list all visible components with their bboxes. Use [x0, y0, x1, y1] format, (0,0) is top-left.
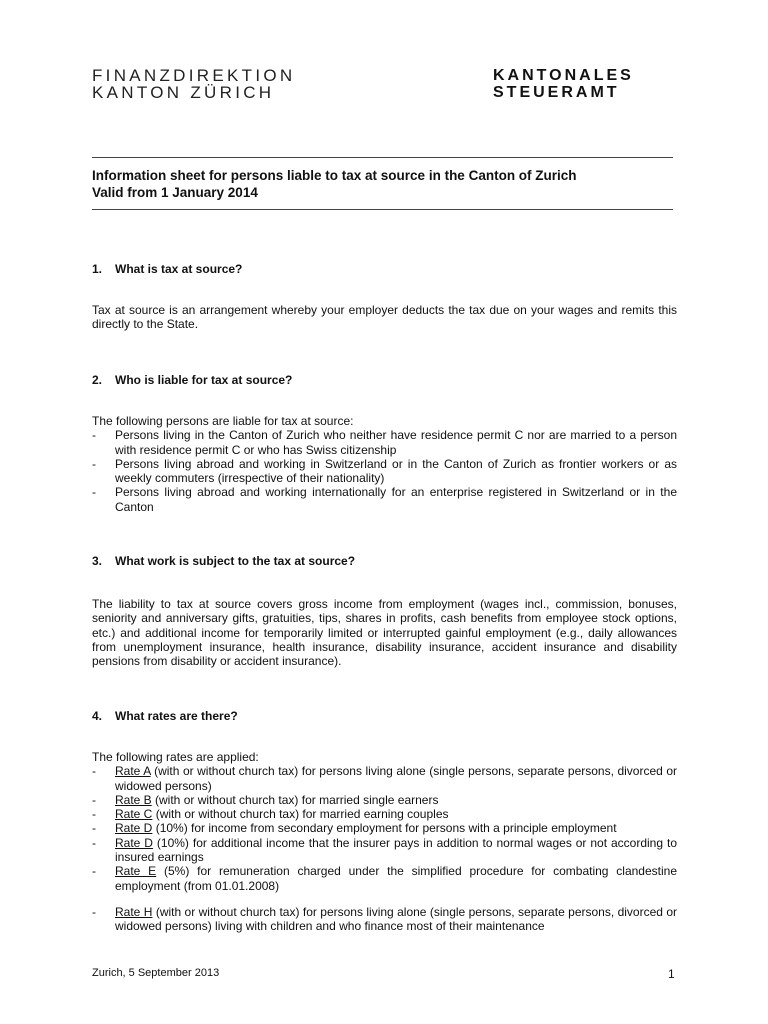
rate-description: (with or without church tax) for married earning couples [152, 807, 449, 822]
section-title: Who is liable for tax at source? [115, 373, 293, 387]
section-1-text: Tax at source is an arrangement whereby your employer deducts the tax due on your wages and remits this directly to the State. [92, 303, 677, 332]
section-number: 3. [92, 554, 103, 568]
title-line-1: Information sheet for persons liable to tax at source in the Canton of Zurich [92, 168, 577, 183]
rate-item [92, 807, 677, 821]
section-2-body [92, 414, 677, 514]
rate-description: (10%) for income from secondary employment for persons with a principle employment [152, 821, 617, 836]
letterhead-right-line1: KANTONALES [493, 67, 634, 84]
section-number: 2. [92, 373, 103, 387]
document-title [92, 167, 682, 201]
rate-description: (10%) for additional income that the insurer pays in addition to normal wages or not according to insured earnings [115, 835, 677, 865]
section-3-text: The liability to tax at source covers gross income from employment (wages incl., commission, bonuses, seniority and anniversary gifts, gratuities, tips, shares in profits, cash benefits from employee stock options, etc.) and additional income for temporarily limited or interrupted gainful employment (e.g., daily allowances from unemployment insurance, health insurance, disability insurance, accident insurance and disability pensions from disability or accident insurance). [92, 597, 677, 669]
letterhead-right-line2: STEUERAMT [493, 84, 620, 101]
list-item: - Persons living abroad and working in Switzerland or in the Canton of Zurich as frontier workers or as weekly commuters (irrespective of their nationality) [92, 457, 677, 486]
rate-item [92, 836, 677, 865]
rate-name: Rate E [115, 864, 157, 879]
letterhead-authority [92, 67, 295, 101]
rate-name: Rate A [115, 764, 151, 779]
title-bottom-rule [92, 209, 673, 210]
letterhead-office [493, 67, 634, 101]
section-2-heading [92, 373, 292, 387]
section-number: 1. [92, 262, 103, 276]
section-title: What is tax at source? [115, 262, 243, 276]
rate-item [92, 793, 677, 807]
letterhead-left-line1: FINANZDIREKTION [92, 66, 296, 85]
section-4-intro: The following rates are applied: [92, 750, 259, 764]
rate-item [92, 864, 677, 893]
rate-item [92, 905, 677, 934]
list-item: - Persons living abroad and working internationally for an enterprise registered in Switzerland or in the Canton [92, 485, 677, 514]
section-3-heading [92, 554, 355, 568]
liable-persons-list [92, 428, 677, 514]
section-title: What work is subject to the tax at source? [115, 554, 356, 568]
rate-description: (5%) for remuneration charged under the simplified procedure for combating clandestine employment (from 01.01.2008) [115, 864, 677, 893]
title-line-2: Valid from 1 January 2014 [92, 185, 258, 200]
section-1-heading [92, 262, 242, 276]
rate-description: (with or without church tax) for persons living alone (single persons, separate persons, divorced or widowed persons) [115, 764, 677, 793]
title-top-rule [92, 157, 673, 158]
letterhead-left-line2: KANTON ZÜRICH [92, 83, 275, 102]
rate-name: Rate D [115, 835, 153, 850]
page-number: 1 [668, 967, 675, 981]
rate-description: (with or without church tax) for persons living alone (single persons, separate persons, divorced or widowed persons) living with children and who finance most of their maintenance [115, 904, 677, 934]
rates-list [92, 764, 677, 933]
rate-name: Rate B [115, 792, 152, 807]
rate-item [92, 764, 677, 793]
rate-description: (with or without church tax) for married single earners [151, 792, 439, 807]
footer-date: Zurich, 5 September 2013 [92, 967, 220, 979]
section-number: 4. [92, 709, 103, 723]
rate-item [92, 821, 677, 835]
rate-name: Rate C [115, 807, 153, 822]
list-item: - Persons living in the Canton of Zurich who neither have residence permit C nor are married to a person with residence permit C or who has Swiss citizenship [92, 428, 677, 457]
rate-name: Rate D [115, 821, 153, 836]
section-4-body [92, 750, 677, 934]
section-title: What rates are there? [115, 709, 238, 723]
rate-name: Rate H [115, 904, 153, 919]
section-2-intro: The following persons are liable for tax at source: [92, 414, 354, 428]
section-4-heading [92, 709, 238, 723]
